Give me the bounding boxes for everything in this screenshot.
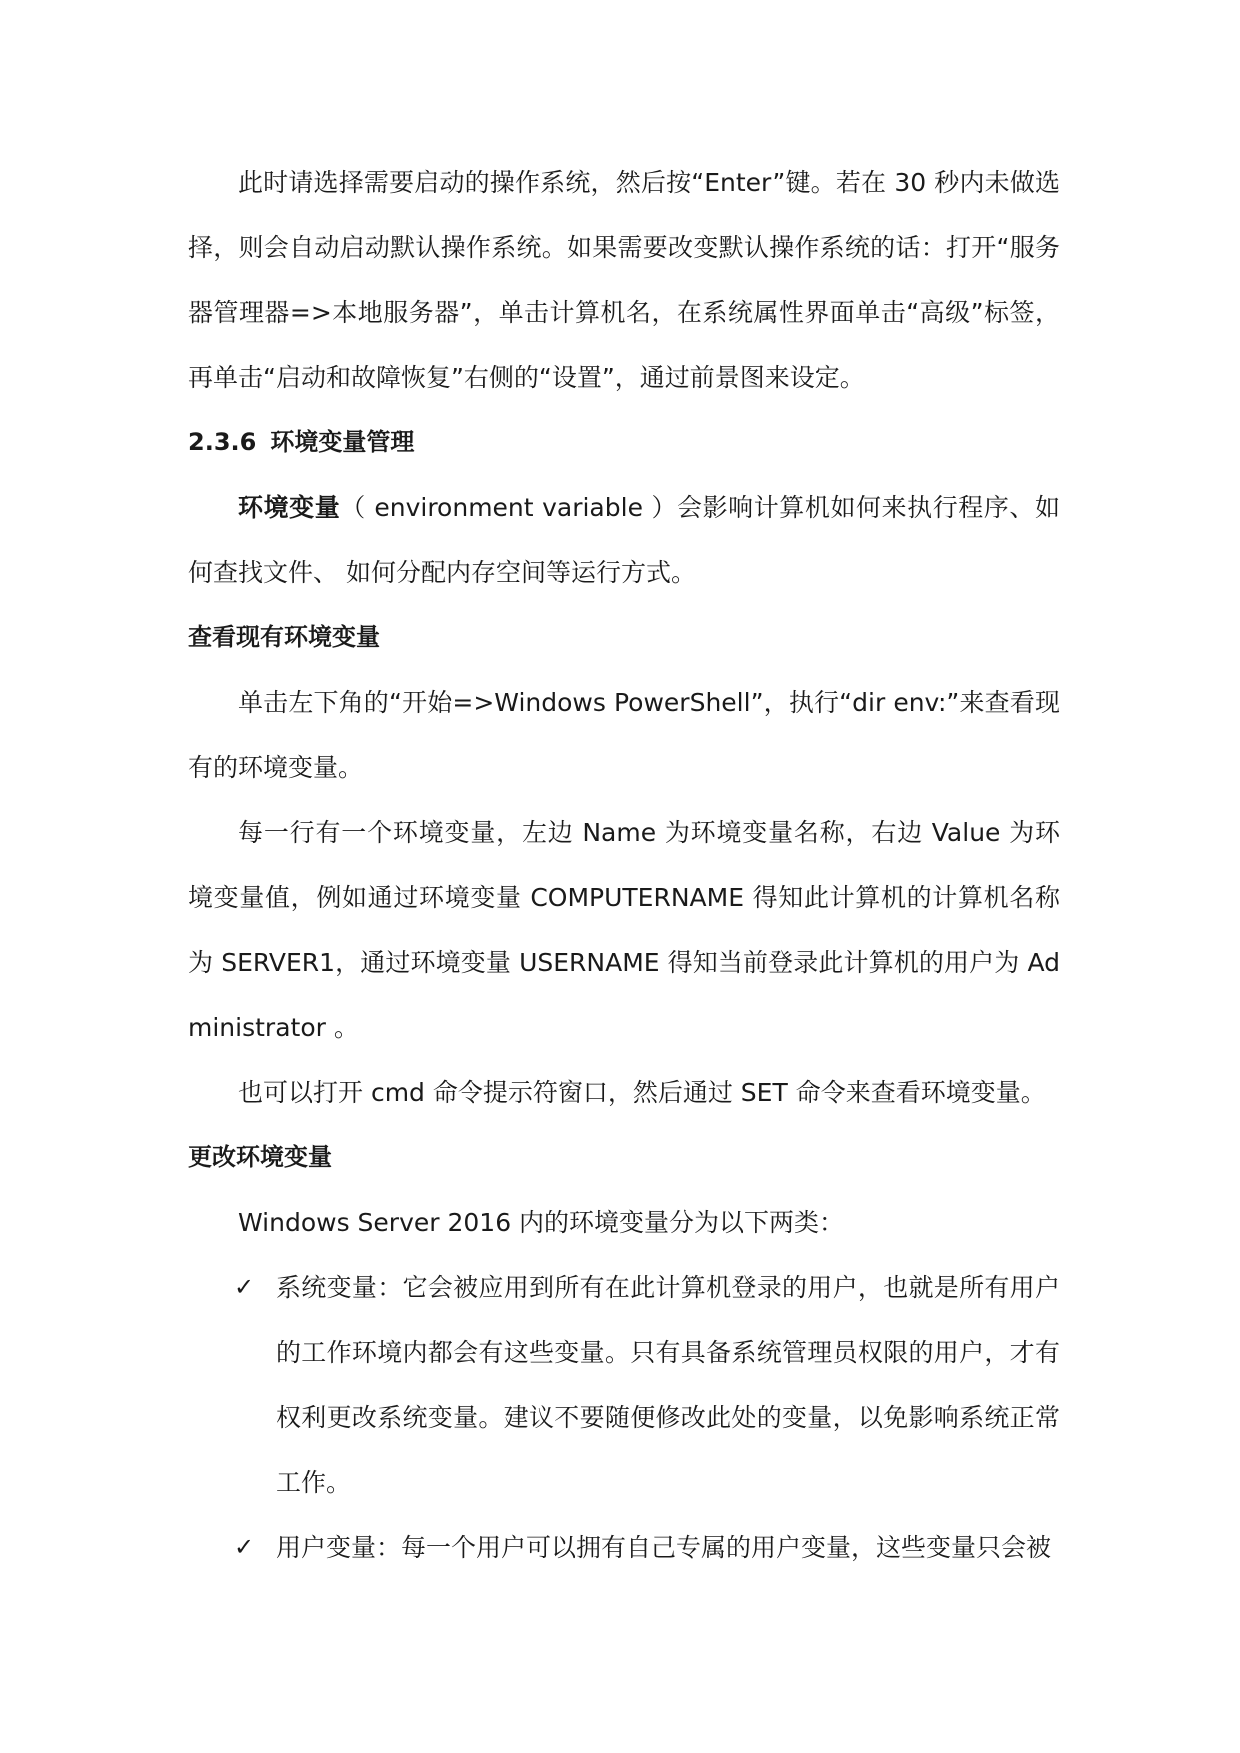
paragraph-boot-selection: 此时请选择需要启动的操作系统，然后按“Enter”键。若在 30 秒内未做选择，则会自动启动默认操作系统。如果需要改变默认操作系统的话：打开“服务器管理器=>本地服务器”，单击计算机名，在系统属性界面单击“高级”标签，再单击“启动和故障恢复”右侧的“设置”，通过前景图来设定。 [188,168,1060,392]
paragraph-two-types: Windows Server 2016 内的环境变量分为以下两类： [238,1208,845,1237]
section-number: 2.3.6 [188,428,257,456]
env-definition-text: （ environment variable ）会影响计算机如何来执行程序、如何查找文件、 如何分配内存空间等运行方式。 [188,493,1060,587]
paragraph-cmd-set: 也可以打开 cmd 命令提示符窗口，然后通过 SET 命令来查看环境变量。 [238,1078,1046,1107]
paragraph-name-value: 每一行有一个环境变量，左边 Name 为环境变量名称，右边 Value 为环境变量值，例如通过环境变量 COMPUTERNAME 得知此计算机的计算机名称为 SERVER1，通过环境变量 USERNAME 得知当前登录此计算机的用户为 Administrator 。 [188,818,1060,1042]
bullet-user-variable-text: 用户变量：每一个用户可以拥有自己专属的用户变量，这些变量只会被 [276,1533,1052,1562]
checkmark-icon: ✓ [234,1533,255,1561]
term-environment-variable: 环境变量 [238,493,341,522]
paragraph-powershell: 单击左下角的“开始=>Windows PowerShell”，执行“dir env:”来查看现有的环境变量。 [188,688,1060,782]
section-title: 环境变量管理 [270,428,415,456]
subheading-change-env: 更改环境变量 [188,1143,332,1171]
subheading-view-env: 查看现有环境变量 [188,623,380,651]
paragraph-env-definition [188,475,1060,605]
section-heading [188,410,1060,475]
checkmark-icon: ✓ [234,1273,255,1301]
bullet-user-variable [188,1515,1060,1580]
bullet-system-variable-text: 系统变量：它会被应用到所有在此计算机登录的用户，也就是所有用户的工作环境内都会有这些变量。只有具备系统管理员权限的用户，才有权利更改系统变量。建议不要随便修改此处的变量，以免影响系统正常工作。 [276,1273,1060,1497]
bullet-system-variable [188,1255,1060,1515]
